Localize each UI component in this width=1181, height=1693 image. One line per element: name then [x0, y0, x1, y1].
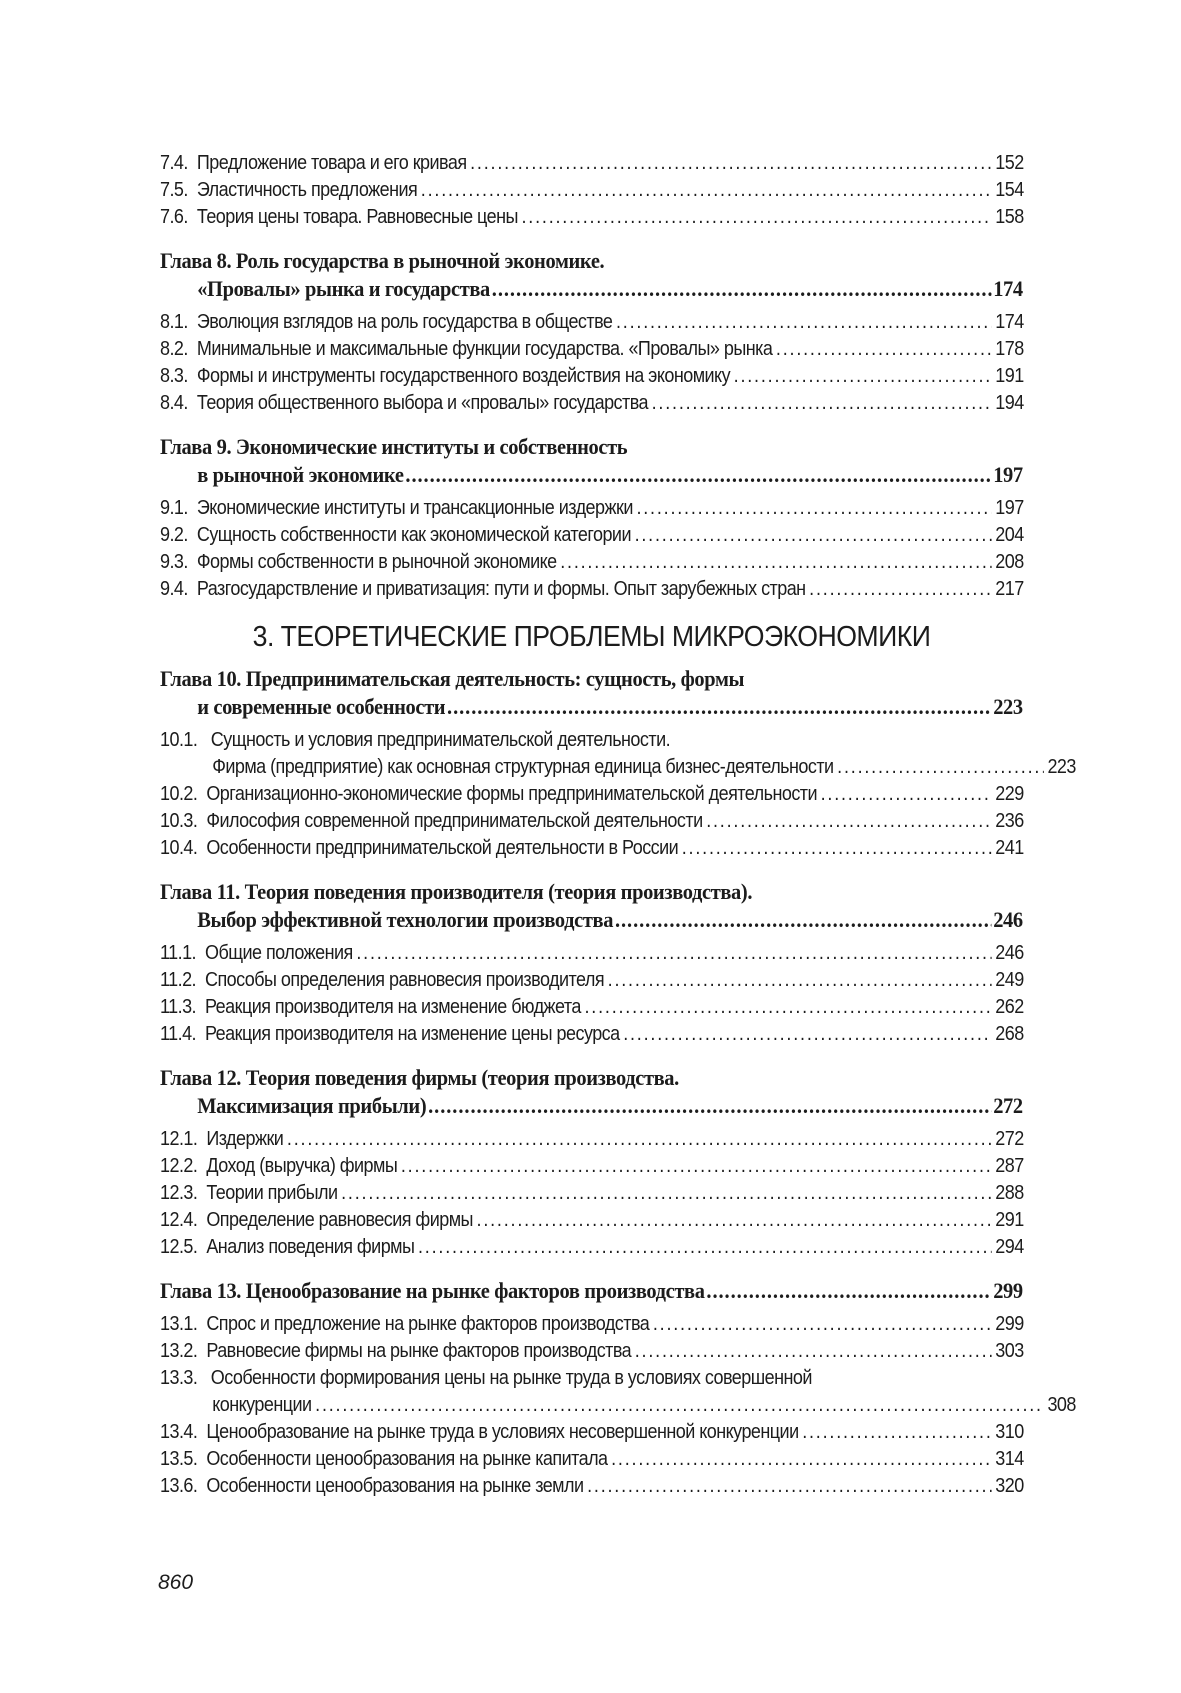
page-number: 320 [995, 1475, 1024, 1497]
page-number: 152 [995, 152, 1024, 174]
toc-entry-7-4[interactable]: 7.4. Предложение товара и его кривая ..... 152 [160, 150, 1024, 177]
page-number: 217 [995, 578, 1024, 600]
page-number: 223 [993, 694, 1023, 719]
dot-leader [405, 461, 991, 489]
toc-entry-12-4[interactable]: 12.4. Определение равновесия фирмы ..... 291 [160, 1207, 1024, 1234]
toc-entry-9-2[interactable]: 9.2. Сущность собственности как экономической категории ..... 204 [160, 522, 1024, 549]
dot-leader [401, 1153, 992, 1180]
footer-page-number: 860 [158, 1571, 194, 1594]
toc-entry-9-3[interactable]: 9.3. Формы собственности в рыночной экономике ..... 208 [160, 549, 1024, 576]
page-number: 154 [995, 179, 1024, 201]
page-number: 174 [995, 311, 1024, 333]
dot-leader [341, 1180, 992, 1207]
dot-leader [611, 1446, 992, 1473]
page-number: 249 [995, 969, 1024, 991]
dot-leader [635, 1338, 992, 1365]
dot-leader [418, 1234, 992, 1261]
toc-entry-13-6[interactable]: 13.6. Особенности ценообразования на рынке земли ..... 320 [160, 1473, 1024, 1500]
dot-leader [492, 275, 992, 303]
toc-entry-8-2[interactable]: 8.2. Минимальные и максимальные функции государства. «Провалы» рынка ..... 178 [160, 336, 1024, 363]
page-number: 272 [995, 1128, 1024, 1150]
toc-entry-13-1[interactable]: 13.1. Спрос и предложение на рынке факторов производства ..... 299 [160, 1311, 1024, 1338]
toc-entry-7-5[interactable]: 7.5. Эластичность предложения ..... 154 [160, 177, 1024, 204]
page-number: 288 [995, 1182, 1024, 1204]
dot-leader [734, 363, 992, 390]
chapter-8-heading[interactable]: Глава 8. Роль государства в рыночной экономике. «Провалы» рынка и государства ..... 174 [160, 247, 1023, 303]
toc-entry-9-4[interactable]: 9.4. Разгосударствление и приватизация: пути и формы. Опыт зарубежных стран ..... 217 [160, 576, 1024, 603]
page-number: 299 [993, 1278, 1023, 1303]
toc-entry-8-3[interactable]: 8.3. Формы и инструменты государственного воздействия на экономику ..... 191 [160, 363, 1024, 390]
dot-leader [809, 576, 991, 603]
page-number: 174 [993, 276, 1023, 301]
toc-entry-9-1[interactable]: 9.1. Экономические институты и трансакционные издержки ..... 197 [160, 495, 1024, 522]
toc-entry-12-3[interactable]: 12.3. Теории прибыли ..... 288 [160, 1180, 1024, 1207]
dot-leader [837, 754, 1044, 781]
dot-leader [428, 1092, 991, 1120]
toc-entry-11-3[interactable]: 11.3. Реакция производителя на изменение бюджета ..... 262 [160, 994, 1024, 1021]
page-number: 291 [995, 1209, 1024, 1231]
toc-entry-13-5[interactable]: 13.5. Особенности ценообразования на рынке капитала ..... 314 [160, 1446, 1024, 1473]
chapter-9-heading[interactable]: Глава 9. Экономические институты и собственность в рыночной экономике ..... 197 [160, 433, 1023, 489]
chapter-10-entries [160, 727, 1076, 862]
toc-entry-13-3[interactable]: 13.3. Особенности формирования цены на рынке труда в условиях совершенной конкуренции ..... 308 [160, 1365, 1023, 1419]
chapter-11-entries [160, 940, 1023, 1048]
dot-leader [635, 522, 992, 549]
toc-entry-7-6[interactable]: 7.6. Теория цены товара. Равновесные цены ..... 158 [160, 204, 1024, 231]
dot-leader [706, 1277, 991, 1305]
dot-leader [682, 835, 992, 862]
dot-leader [776, 336, 992, 363]
toc-entry-13-4[interactable]: 13.4. Ценообразование на рынке труда в условиях несовершенной конкуренции ..... 310 [160, 1419, 1024, 1446]
toc-entry-11-4[interactable]: 11.4. Реакция производителя на изменение цены ресурса ..... 268 [160, 1021, 1024, 1048]
dot-leader [653, 1311, 992, 1338]
part-title: 3. ТЕОРЕТИЧЕСКИЕ ПРОБЛЕМЫ МИКРОЭКОНОМИКИ [252, 621, 931, 653]
page-number: 204 [995, 524, 1024, 546]
page-number: 303 [995, 1340, 1024, 1362]
dot-leader [421, 177, 992, 204]
page-number: 229 [995, 783, 1024, 805]
chapter-12-heading[interactable]: Глава 12. Теория поведения фирмы (теория производства. Максимизация прибыли) ..... 272 [160, 1064, 1023, 1120]
page-number: 241 [995, 837, 1024, 859]
chapter-9-entries [160, 495, 1023, 603]
toc-entry-12-5[interactable]: 12.5. Анализ поведения фирмы ..... 294 [160, 1234, 1024, 1261]
toc-entry-11-1[interactable]: 11.1. Общие положения ..... 246 [160, 940, 1024, 967]
dot-leader [706, 808, 991, 835]
page-number: 197 [993, 462, 1023, 487]
dot-leader [477, 1207, 992, 1234]
page-number: 158 [995, 206, 1024, 228]
dot-leader [616, 309, 992, 336]
toc-entry-8-4[interactable]: 8.4. Теория общественного выбора и «провалы» государства ..... 194 [160, 390, 1024, 417]
page-number: 191 [995, 365, 1024, 387]
page-number: 262 [995, 996, 1024, 1018]
dot-leader [470, 150, 992, 177]
page-number: 287 [995, 1155, 1024, 1177]
dot-leader [636, 495, 991, 522]
page-number: 223 [1047, 756, 1076, 778]
chapter-8-entries [160, 309, 1023, 417]
page-number: 194 [995, 392, 1024, 414]
toc-entry-10-3[interactable]: 10.3. Философия современной предпринимательской деятельности ..... 236 [160, 808, 1024, 835]
chapter-13-heading[interactable]: Глава 13. Ценообразование на рынке факторов производства ..... 299 [160, 1277, 1023, 1305]
toc-entry-10-4[interactable]: 10.4. Особенности предпринимательской деятельности в России ..... 241 [160, 835, 1024, 862]
toc-entry-8-1[interactable]: 8.1. Эволюция взглядов на роль государства в обществе ..... 174 [160, 309, 1024, 336]
chapter-11-heading[interactable]: Глава 11. Теория поведения производителя (теория производства). Выбор эффективной технологии производства ..... 246 [160, 878, 1023, 934]
dot-leader [802, 1419, 991, 1446]
page-number: 268 [995, 1023, 1024, 1045]
page-number: 197 [995, 497, 1024, 519]
table-of-contents [160, 150, 1076, 1500]
toc-entry-13-2[interactable]: 13.2. Равновесие фирмы на рынке факторов производства ..... 303 [160, 1338, 1024, 1365]
dot-leader [821, 781, 992, 808]
chapter-10-heading[interactable]: Глава 10. Предпринимательская деятельность: сущность, формы и современные особенности ..... 223 [160, 665, 1023, 721]
toc-entry-12-2[interactable]: 12.2. Доход (выручка) фирмы ..... 287 [160, 1153, 1024, 1180]
dot-leader [315, 1392, 1044, 1419]
toc-entry-10-2[interactable]: 10.2. Организационно-экономические формы предпринимательской деятельности ..... 229 [160, 781, 1024, 808]
dot-leader [287, 1126, 992, 1153]
toc-entry-11-2[interactable]: 11.2. Способы определения равновесия производителя ..... 249 [160, 967, 1024, 994]
page-number: 294 [995, 1236, 1024, 1258]
dot-leader [623, 1021, 991, 1048]
page-number: 272 [993, 1093, 1023, 1118]
page-number: 236 [995, 810, 1024, 832]
dot-leader [356, 940, 991, 967]
chapter-12-entries [160, 1126, 1023, 1261]
page-number: 246 [993, 907, 1023, 932]
chapter-7-entries [160, 150, 1023, 231]
page-number: 310 [995, 1421, 1024, 1443]
chapter-13-entries [160, 1311, 1076, 1500]
dot-leader [615, 906, 991, 934]
page-number: 314 [995, 1448, 1024, 1470]
page-number: 308 [1047, 1394, 1076, 1416]
page-number: 246 [995, 942, 1024, 964]
dot-leader [652, 390, 992, 417]
dot-leader [608, 967, 992, 994]
dot-leader [521, 204, 991, 231]
dot-leader [560, 549, 991, 576]
dot-leader [447, 693, 991, 721]
page-number: 299 [995, 1313, 1024, 1335]
page-number: 208 [995, 551, 1024, 573]
page-number: 178 [995, 338, 1024, 360]
dot-leader [587, 1473, 992, 1500]
toc-entry-12-1[interactable]: 12.1. Издержки ..... 272 [160, 1126, 1024, 1153]
toc-entry-10-1[interactable]: 10.1. Сущность и условия предпринимательской деятельности. Фирма (предприятие) как основная структурная единица бизнес-деятельности ..... 223 [160, 727, 1023, 781]
dot-leader [584, 994, 991, 1021]
